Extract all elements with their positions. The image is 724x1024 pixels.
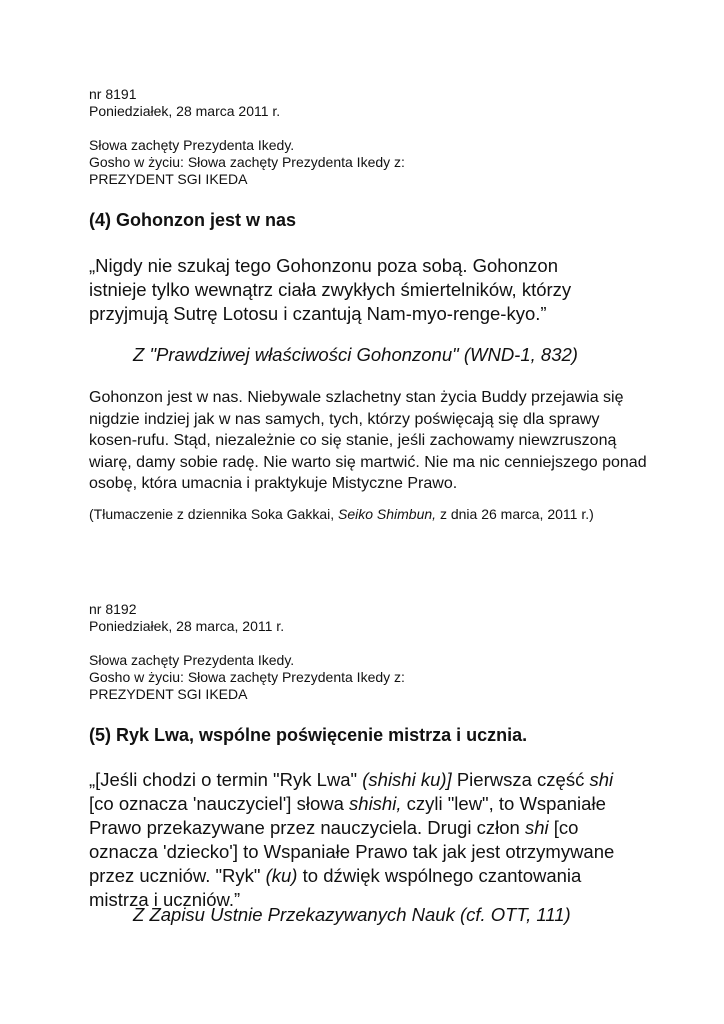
entry-1-header xyxy=(89,86,649,120)
section-heading: (4) Gohonzon jest w nas xyxy=(89,210,297,230)
commentary-text: Gohonzon jest w nas. Niebywale szlachetny stan życia Buddy przejawia się nigdzie indziej jak w nas samych, tych, którzy poświęcają się dla sprawy kosen-rufu. Stąd, niezależnie co się stanie, jeśli zachowamy niewzruszoną wiarę, damy sobie radę. Nie warto się martwić. Nie ma nic cenniejszego ponad osobę, która umacnia i praktykuje Mistyczne Prawo. xyxy=(89,389,647,492)
entry-1-source xyxy=(133,343,653,367)
entry-1-heading xyxy=(89,209,649,231)
note-italic: Seiko Shimbun, xyxy=(338,506,437,522)
quote-part-8: shi xyxy=(524,817,549,838)
translation-note xyxy=(89,506,649,523)
gosho-quote: „Nigdy nie szukaj tego Gohonzonu poza sobą. Gohonzon istnieje tylko wewnątrz ciała zwykłych śmiertelników, którzy przyjmują Sutrę Lotosu i czantują Nam-myo-renge-kyo.” xyxy=(89,255,572,324)
entry-2-source xyxy=(133,903,653,927)
quote-part-4: shi xyxy=(589,769,614,790)
intro-line-1: Słowa zachęty Prezydenta Ikedy. xyxy=(89,652,295,668)
quote-part-2: (shishi ku)] xyxy=(362,769,452,790)
intro-line-2: Gosho w życiu: Słowa zachęty Prezydenta Ikedy z: xyxy=(89,154,405,170)
gosho-quote xyxy=(89,768,639,912)
entry-date: Poniedziałek, 28 marca 2011 r. xyxy=(89,103,281,119)
quote-source: Z Zapisu Ustnie Przekazywanych Nauk (cf. OTT, 111) xyxy=(133,904,571,925)
entry-1-intro xyxy=(89,137,649,188)
note-suffix: z dnia 26 marca, 2011 r.) xyxy=(436,506,594,522)
quote-part-3: Pierwsza część xyxy=(451,769,590,790)
quote-source: Z "Prawdziwej właściwości Gohonzonu" (WND-1, 832) xyxy=(133,344,578,365)
quote-part-6: shishi, xyxy=(349,793,402,814)
note-prefix: (Tłumaczenie z dziennika Soka Gakkai, xyxy=(89,506,338,522)
entry-2-intro xyxy=(89,652,649,703)
entry-date: Poniedziałek, 28 marca, 2011 r. xyxy=(89,618,285,634)
quote-part-1: „[Jeśli chodzi o termin "Ryk Lwa" xyxy=(89,769,363,790)
quote-part-9: [co oznacza 'dziecko'] to Wspaniałe Prawo tak jak jest otrzymywane przez uczniów. "Ryk" xyxy=(89,817,615,886)
entry-2-quote xyxy=(89,768,639,912)
entry-1-quote xyxy=(89,254,609,326)
intro-line-3: PREZYDENT SGI IKEDA xyxy=(89,686,248,702)
quote-part-11: to dźwięk wspólnego czantowania mistrza i uczniów.” xyxy=(89,865,582,910)
entry-1-note xyxy=(89,506,649,523)
quote-part-10: (ku) xyxy=(265,865,298,886)
entry-number: nr 8192 xyxy=(89,601,137,617)
quote-part-5: [co oznacza 'nauczyciel'] słowa xyxy=(89,793,350,814)
section-heading: (5) Ryk Lwa, wspólne poświęcenie mistrza i ucznia. xyxy=(89,725,528,745)
entry-2-heading xyxy=(89,724,649,746)
entry-number: nr 8191 xyxy=(89,86,137,102)
intro-line-2: Gosho w życiu: Słowa zachęty Prezydenta Ikedy z: xyxy=(89,669,405,685)
entry-2-header xyxy=(89,601,649,635)
intro-line-3: PREZYDENT SGI IKEDA xyxy=(89,171,248,187)
entry-1-commentary xyxy=(89,387,649,495)
intro-line-1: Słowa zachęty Prezydenta Ikedy. xyxy=(89,137,295,153)
quote-part-7: czyli "lew", to Wspaniałe Prawo przekazywane przez nauczyciela. Drugi człon xyxy=(89,793,606,838)
